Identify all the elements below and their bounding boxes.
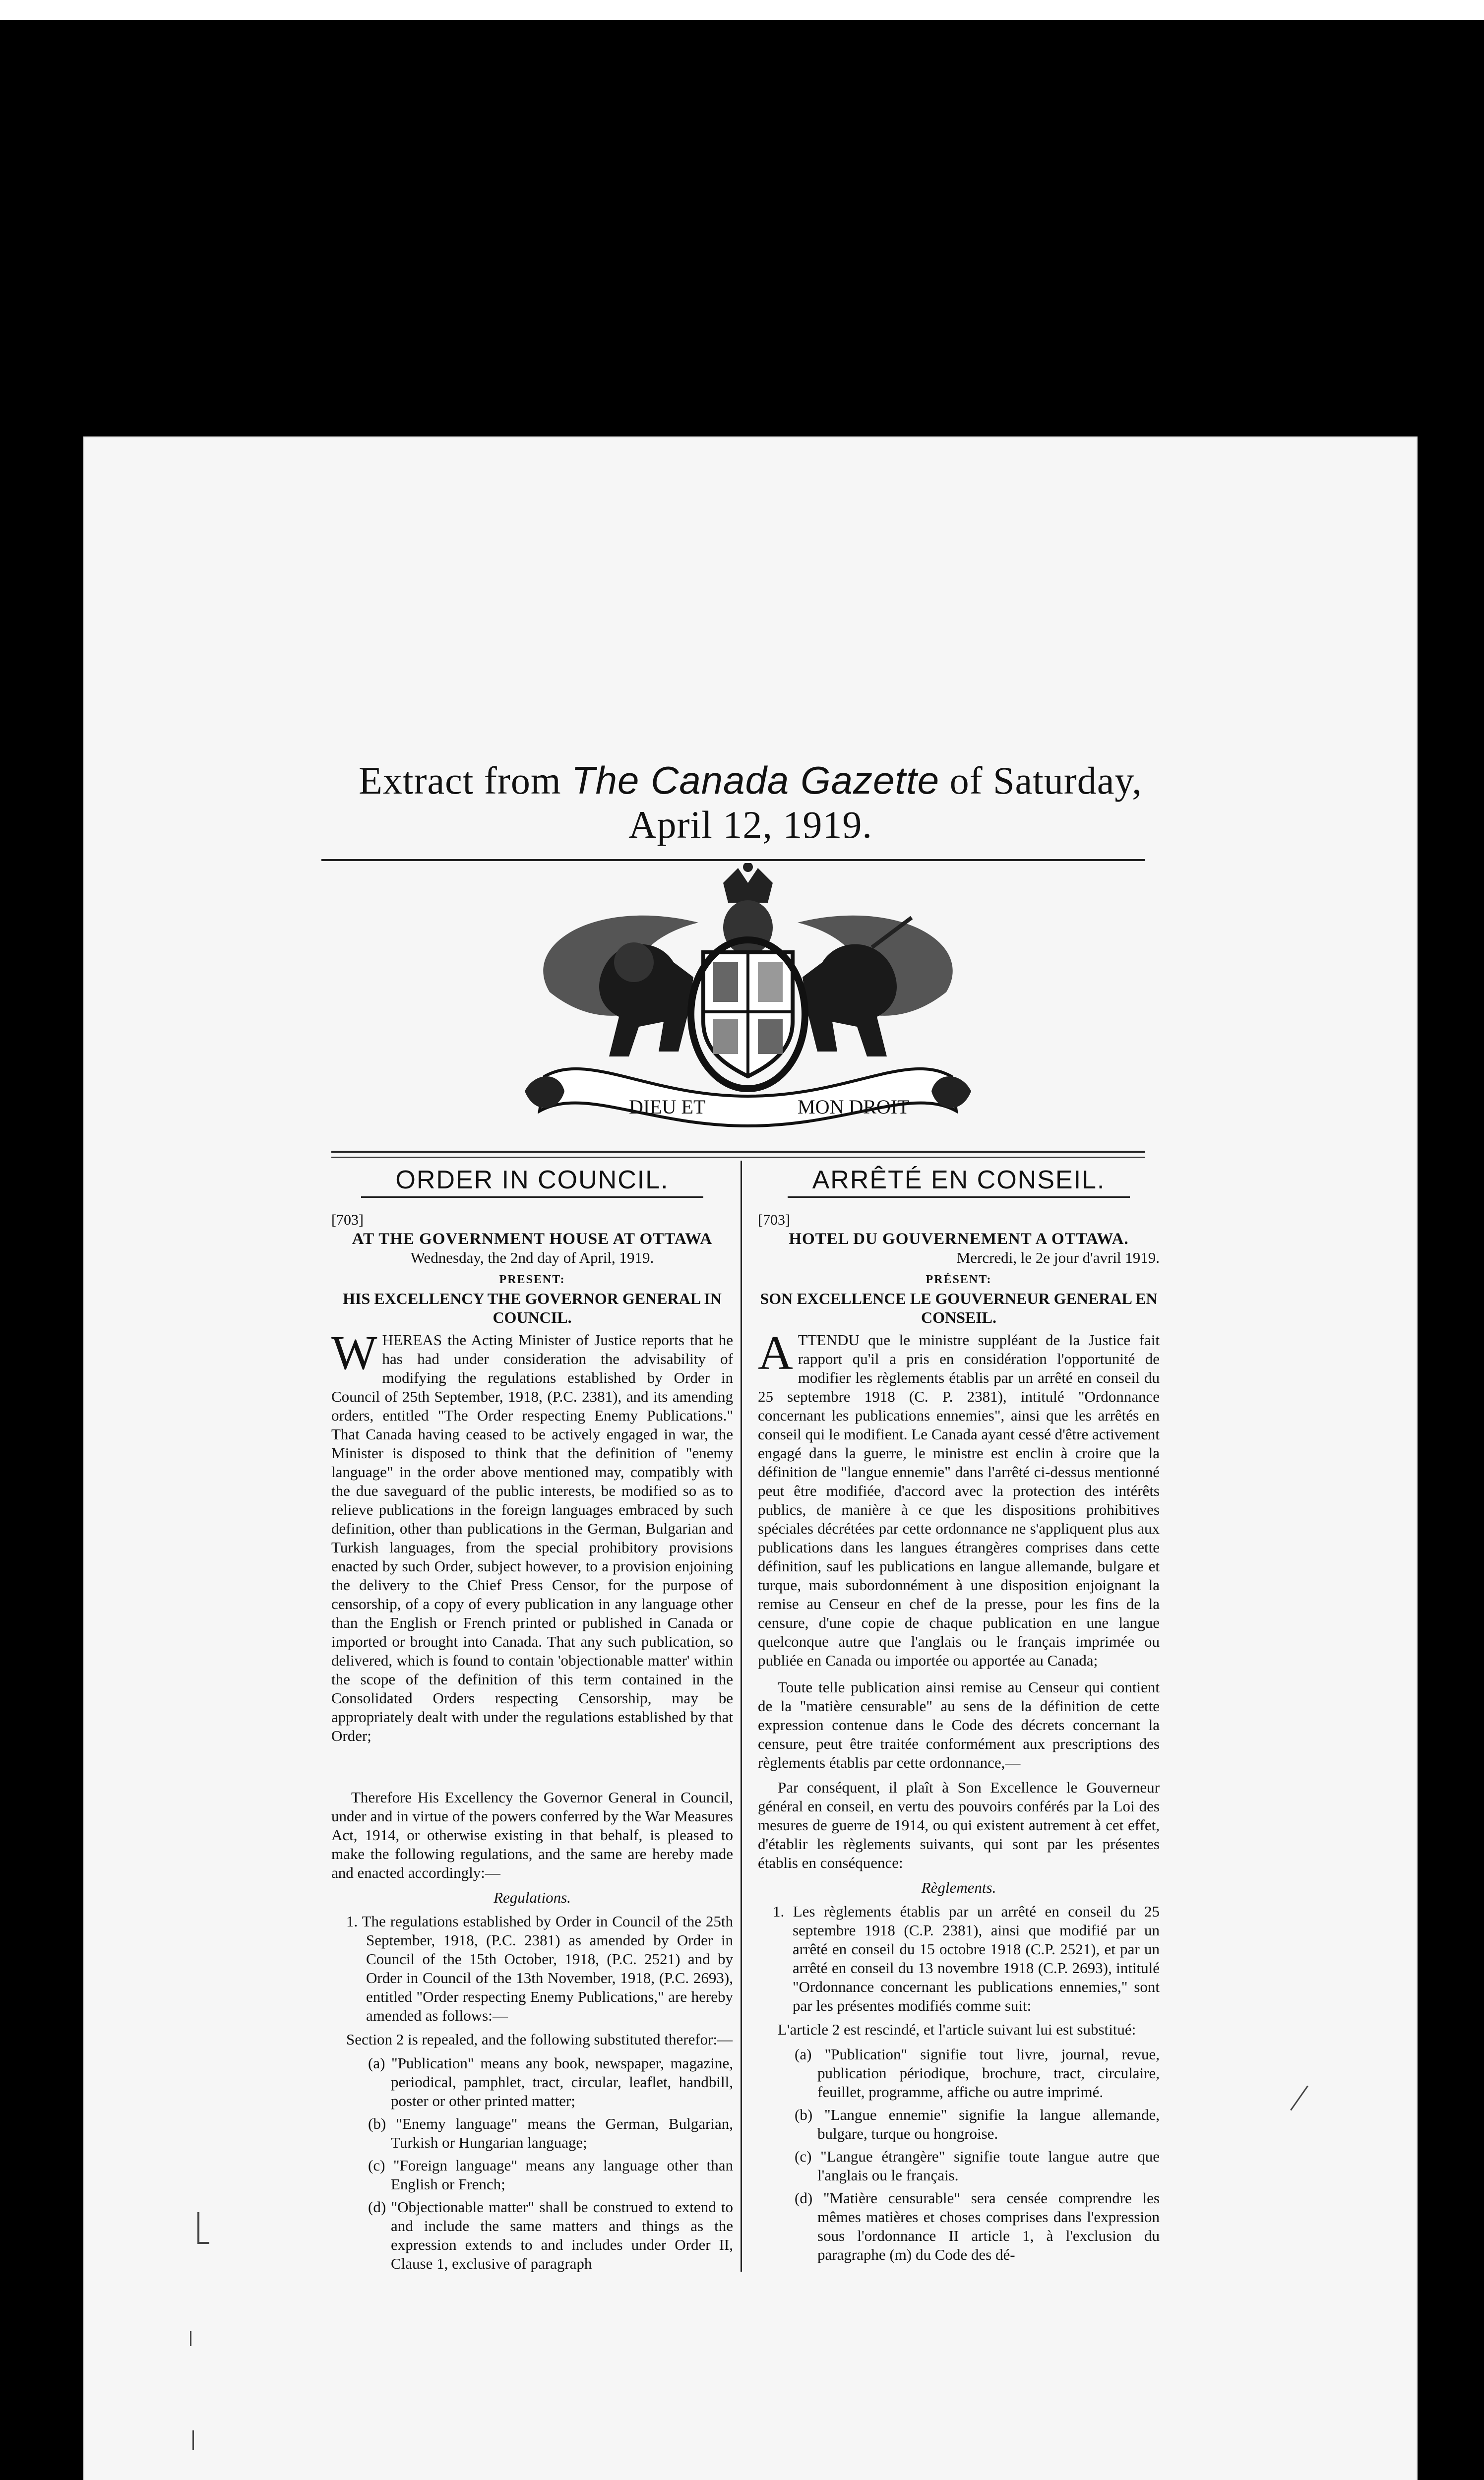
definition-c: (c) "Foreign language" means any language other than English or French; <box>368 2157 733 2193</box>
definition-a: (a) "Publication" signifie tout livre, journal, revue, publication périodique, brochure, tract, circulaire, feuillet, programme, affiche ou autre imprimé. <box>795 2046 1160 2101</box>
royal-coat-of-arms-icon <box>490 863 1006 1131</box>
title-rule <box>321 859 1145 861</box>
page-title <box>83 758 1418 803</box>
therefore-paragraph: Therefore His Excellency the Governor General in Council, under and in virtue of the powers conferred by the War Measures Act, 1914, or otherwise existing in that behalf, is pleased to make the following regulations, and the same are hereby made and enacted accordingly:— <box>331 1789 733 1881</box>
margin-mark <box>197 2212 199 2242</box>
regulations-heading: Regulations. <box>494 1889 571 1906</box>
regulation-item-1: 1. Les règlements établis par un arrêté en conseil du 25 septembre 1918 (C.P. 2381), ainsi que modifié par un arrêté en conseil du 15 octobre 1918 (C.P. 2521), et par un arrêté en conseil du 13 novembre 1918 (C.P. 2693), intitulé "Ordonnance concernant les publications ennemies," sont par les présentes modifiés comme suit: <box>773 1903 1160 2014</box>
present-label: PRÉSENT: <box>926 1273 992 1286</box>
french-column <box>758 1166 1160 2268</box>
definition-d: (d) "Objectionable matter" shall be construed to extend to and include the same matters and things as the expression extends to and includes under Order II, Clause 1, exclusive of paragraph <box>368 2198 733 2272</box>
governor-general-line: SON EXCELLENCE LE GOUVERNEUR GENERAL EN CONSEIL. <box>760 1290 1158 1326</box>
margin-mark <box>197 2242 209 2244</box>
title-gazette-name: The Canada Gazette <box>571 758 940 802</box>
par-consequent-paragraph: Par conséquent, il plaît à Son Excellence le Gouverneur général en conseil, en vertu des pouvoirs conférés par la Loi des mesures de guerre de 1914, ou qui existent autrement à cet effet, d'établir les règlements suivants, qui sont par les présentes établis en conséquence: <box>758 1779 1160 1871</box>
order-place: AT THE GOVERNMENT HOUSE AT OTTAWA <box>352 1230 713 1248</box>
drop-cap: W <box>331 1326 377 1380</box>
attendu-paragraph <box>758 1326 1160 1670</box>
regulation-item-1: 1. The regulations established by Order in Council of the 25th September, 1918, (P.C. 2381) as amended by Order in Council of the 15th October, 1918, (P.C. 2521) and by Order in Council of the 13th November, 1918, (P.C. 2693), entitled "Order respecting Enemy Publications," are hereby amended as follows:— <box>346 1913 733 2024</box>
margin-mark <box>1290 2086 1308 2111</box>
order-place: HOTEL DU GOUVERNEMENT A OTTAWA. <box>789 1230 1129 1248</box>
order-date: Wednesday, the 2nd day of April, 1919. <box>410 1249 654 1266</box>
governor-general-line: HIS EXCELLENCY THE GOVERNOR GENERAL IN COUNCIL. <box>343 1290 722 1326</box>
title-prefix: Extract from <box>359 759 571 802</box>
order-number: [703] <box>758 1212 790 1228</box>
margin-mark <box>192 2430 194 2450</box>
motto-right: MON DROIT <box>798 1096 910 1118</box>
english-heading: ORDER IN COUNCIL. <box>395 1166 669 1194</box>
attendu-text: TTENDU que le ministre suppléant de la Justice fait rapport qu'il a pris en considération l'opportunité de modifier les règlements établis par un arrêté en conseil du 25 septembre 1918 (C. P. 2381), intitulé "Ordonnance concernant les publications ennemies", ainsi que les arrêtés en conseil qui le modifient. Le Canada ayant cessé d'être activement engagé dans la guerre, le ministre est enclin à croire que la définition de "langue ennemie" dans l'arrêté ci-dessus mentionné peut être modifiée, d'accord avec la protection des intérêts publics, de manière à ce que les dispositions prohibitives spéciales décrétées par cette ordonnance ne s'appliquent plus aux publications dans les langues étrangères comprises dans cette définition, sauf les publications en langue allemande, bulgare et turque, mais subordonnément à une disposition enjoignant la remise au Censeur en chef de la presse, pour les fins de la censure, d'une copie de chaque publication en une langue quelconque autre que l'anglais ou le français imprimée ou publiée en Canada ou importée ou apportée au Canada; <box>758 1331 1160 1669</box>
definition-a: (a) "Publication" means any book, newspaper, magazine, periodical, pamphlet, tract, circular, leaflet, handbill, poster or other printed matter; <box>368 2054 733 2109</box>
whereas-text: HEREAS the Acting Minister of Justice reports that he has had under consideration the advisability of modifying the regulations established by Order in Council of 25th September, 1918, (P.C. 2381), and its amending orders, entitled "The Order respecting Enemy Publications." That Canada having ceased to be actively engaged in war, the Minister is disposed to think that the definition of "enemy language" in the order above mentioned may, compatibly with the due saveguard of the public interests, be modified so as to relieve publications in the foreign languages embraced by such definition, other than publications in the German, Bulgarian and Turkish languages, from the special prohibitory provisions enacted by such Order, subject however, to a provision enjoining the delivery to the Chief Press Censor, for the purpose of censorship, of a copy of every publication in any language other than the English or French printed or published in Canada or imported or brought into Canada. That any such publication, so delivered, which is found to contain 'objectionable matter' within the scope of the definition of this term contained in the Consolidated Orders respecting Censorship, may be appropriately dealt with under the regulations established by that Order; <box>331 1331 733 1744</box>
page-title-date: April 12, 1919. <box>628 803 872 846</box>
definition-c: (c) "Langue étrangère" signifie toute langue autre que l'anglais ou le français. <box>795 2148 1160 2184</box>
gazette-page <box>83 436 1418 2480</box>
section-2-note: Section 2 is repealed, and the following substituted therefor:— <box>346 2031 733 2048</box>
regulations-heading: Règlements. <box>921 1879 996 1896</box>
film-top-edge <box>0 0 1484 20</box>
toute-paragraph: Toute telle publication ainsi remise au Censeur qui contient de la "matière censurable" au sens de la définition de cette expression contenue dans le Code des décrets concernant la censure, peut être traitée conformément aux prescriptions des règlements établis par cette ordonnance,— <box>758 1678 1160 1771</box>
definition-b: (b) "Enemy language" means the German, Bulgarian, Turkish or Hungarian language; <box>368 2115 733 2151</box>
whereas-paragraph <box>331 1326 733 1745</box>
definition-d: (d) "Matière censurable" sera censée comprendre les mêmes matières et choses comprises dans l'expression sous l'ordonnance II article 1, à l'exclusion du paragraphe (m) du Code des dé- <box>795 2189 1160 2263</box>
section-rule-bottom <box>331 1157 1145 1158</box>
title-suffix: of Saturday, <box>939 759 1142 802</box>
column-divider <box>741 1161 742 2272</box>
motto-left: DIEU ET <box>629 1096 706 1118</box>
drop-cap: A <box>758 1326 793 1380</box>
section-rule-top <box>331 1151 1145 1153</box>
order-number: [703] <box>331 1212 364 1228</box>
heading-rule <box>361 1196 703 1198</box>
article-2-note: L'article 2 est rescindé, et l'article suivant lui est substitué: <box>778 2021 1136 2038</box>
order-date: Mercredi, le 2e jour d'avril 1919. <box>956 1249 1160 1266</box>
french-heading: ARRÊTÉ EN CONSEIL. <box>812 1166 1106 1194</box>
heading-rule <box>788 1196 1130 1198</box>
margin-mark <box>190 2331 191 2346</box>
present-label: PRESENT: <box>499 1273 565 1286</box>
definition-b: (b) "Langue ennemie" signifie la langue allemande, bulgare, turque ou hongroise. <box>795 2106 1160 2142</box>
english-column <box>331 1166 733 2277</box>
